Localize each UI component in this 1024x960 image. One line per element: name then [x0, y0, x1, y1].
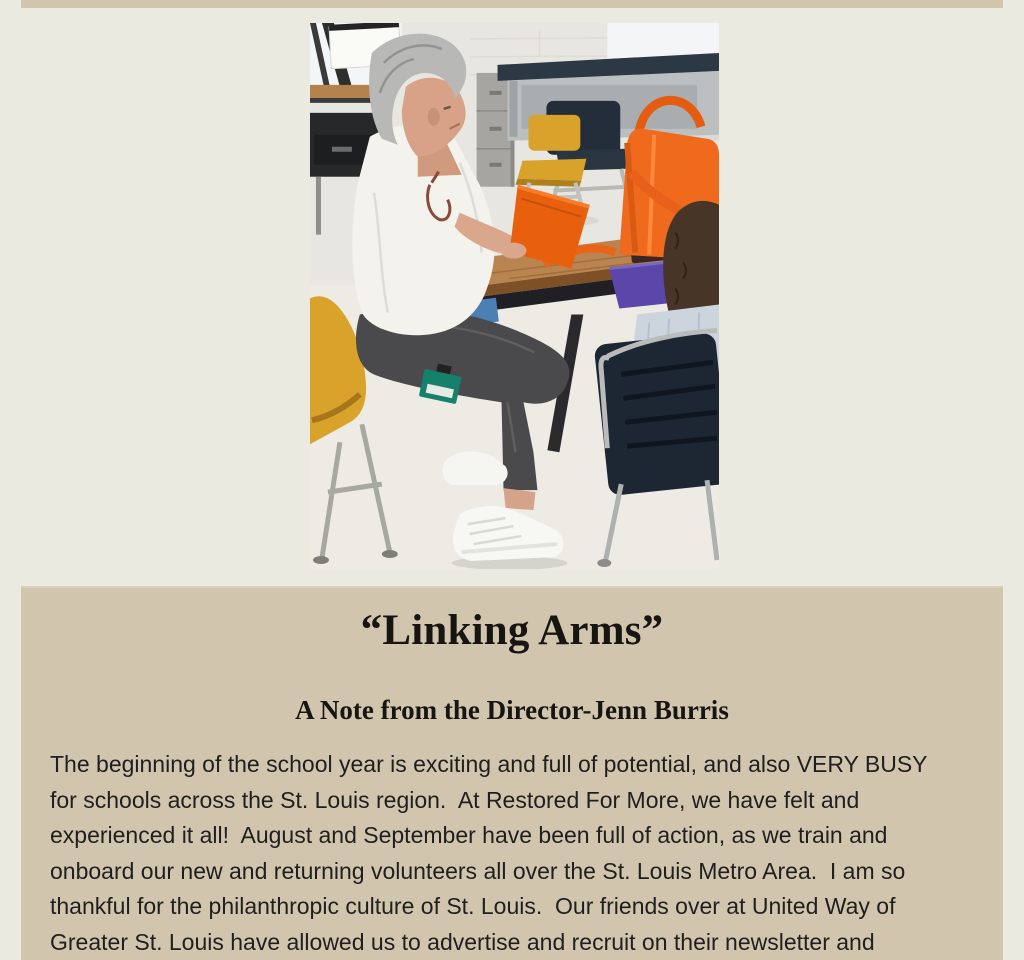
- paragraph-line: experienced it all! August and September have been full of action, as we train and: [50, 822, 888, 849]
- classroom-photo-illustration: [310, 23, 719, 569]
- paragraph-line: thankful for the philanthropic culture of St. Louis. Our friends over at United Way of: [50, 893, 896, 920]
- ear: [428, 108, 440, 126]
- hand: [501, 243, 527, 259]
- top-accent-band: [21, 0, 1003, 8]
- classroom-photo: [310, 23, 719, 569]
- paragraph-line: onboard our new and returning volunteers all over the St. Louis Metro Area. I am so: [50, 857, 906, 884]
- note-subtitle: A Note from the Director-Jenn Burris: [295, 695, 729, 726]
- paragraph-line: Greater St. Louis have allowed us to advertise and recruit on their newsletter and: [50, 928, 875, 955]
- director-note-section: [21, 586, 1003, 960]
- paragraph-line: The beginning of the school year is exciting and full of potential, and also VERY BUSY: [50, 751, 928, 778]
- paragraph-line: for schools across the St. Louis region. At Restored For More, we have felt and: [50, 786, 860, 813]
- note-body: [50, 747, 973, 960]
- note-title: “Linking Arms”: [360, 607, 664, 654]
